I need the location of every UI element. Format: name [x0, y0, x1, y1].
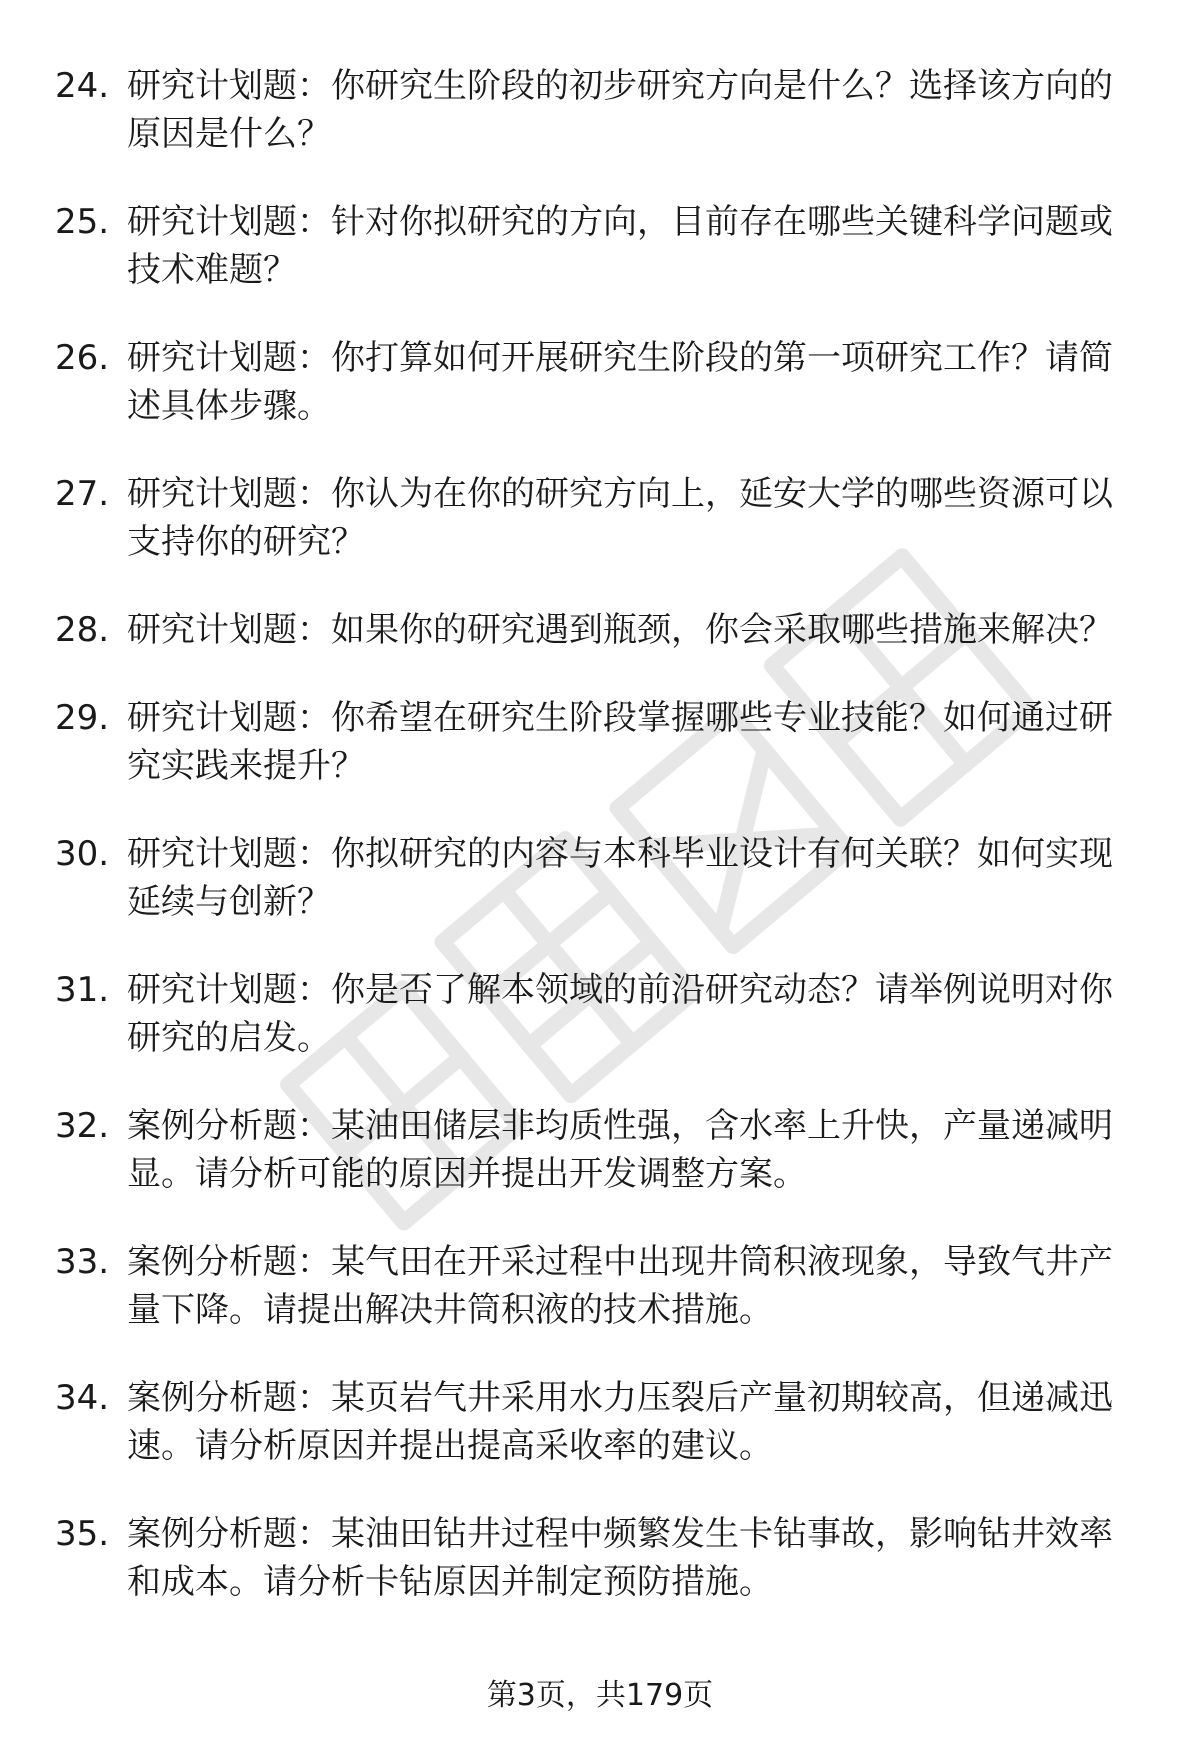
question-text: 研究计划题：你希望在研究生阶段掌握哪些专业技能？如何通过研究实践来提升？ — [127, 698, 1113, 786]
question-number: 27. — [55, 474, 110, 514]
question-number: 24. — [55, 66, 110, 106]
question-item — [55, 334, 1145, 430]
page-footer — [0, 1676, 1200, 1716]
question-item — [55, 830, 1145, 926]
question-item — [55, 1510, 1145, 1606]
question-text: 案例分析题：某油田储层非均质性强，含水率上升快，产量递减明显。请分析可能的原因并提出开发调整方案。 — [127, 1106, 1113, 1194]
page-number-label: 第3页，共179页 — [486, 1678, 714, 1713]
question-number: 34. — [55, 1378, 110, 1418]
question-text: 研究计划题：你研究生阶段的初步研究方向是什么？选择该方向的原因是什么？ — [127, 66, 1113, 154]
question-list — [55, 62, 1145, 1646]
question-text: 研究计划题：你认为在你的研究方向上，延安大学的哪些资源可以支持你的研究？ — [127, 474, 1113, 562]
question-text: 案例分析题：某油田钻井过程中频繁发生卡钻事故，影响钻井效率和成本。请分析卡钻原因并制定预防措施。 — [127, 1514, 1113, 1602]
question-number: 26. — [55, 338, 110, 378]
question-number: 28. — [55, 610, 110, 650]
question-item — [55, 62, 1145, 158]
question-number: 25. — [55, 202, 110, 242]
question-text: 案例分析题：某气田在开采过程中出现井筒积液现象，导致气井产量下降。请提出解决井筒积液的技术措施。 — [127, 1242, 1113, 1330]
question-number: 29. — [55, 698, 110, 738]
question-text: 研究计划题：你打算如何开展研究生阶段的第一项研究工作？请简述具体步骤。 — [127, 338, 1113, 426]
question-item — [55, 966, 1145, 1062]
question-number: 31. — [55, 970, 110, 1010]
question-text: 研究计划题：如果你的研究遇到瓶颈，你会采取哪些措施来解决？ — [127, 610, 1113, 650]
question-item — [55, 1374, 1145, 1470]
question-text: 案例分析题：某页岩气井采用水力压裂后产量初期较高，但递减迅速。请分析原因并提出提高采收率的建议。 — [127, 1378, 1113, 1466]
question-item — [55, 1102, 1145, 1198]
question-item — [55, 606, 1145, 654]
question-number: 32. — [55, 1106, 110, 1146]
question-number: 33. — [55, 1242, 110, 1282]
question-item — [55, 694, 1145, 790]
question-item — [55, 198, 1145, 294]
question-item — [55, 470, 1145, 566]
question-text: 研究计划题：针对你拟研究的方向，目前存在哪些关键科学问题或技术难题？ — [127, 202, 1113, 290]
question-number: 35. — [55, 1514, 110, 1554]
question-number: 30. — [55, 834, 110, 874]
question-item — [55, 1238, 1145, 1334]
question-text: 研究计划题：你是否了解本领域的前沿研究动态？请举例说明对你研究的启发。 — [127, 970, 1113, 1058]
question-text: 研究计划题：你拟研究的内容与本科毕业设计有何关联？如何实现延续与创新？ — [127, 834, 1113, 922]
